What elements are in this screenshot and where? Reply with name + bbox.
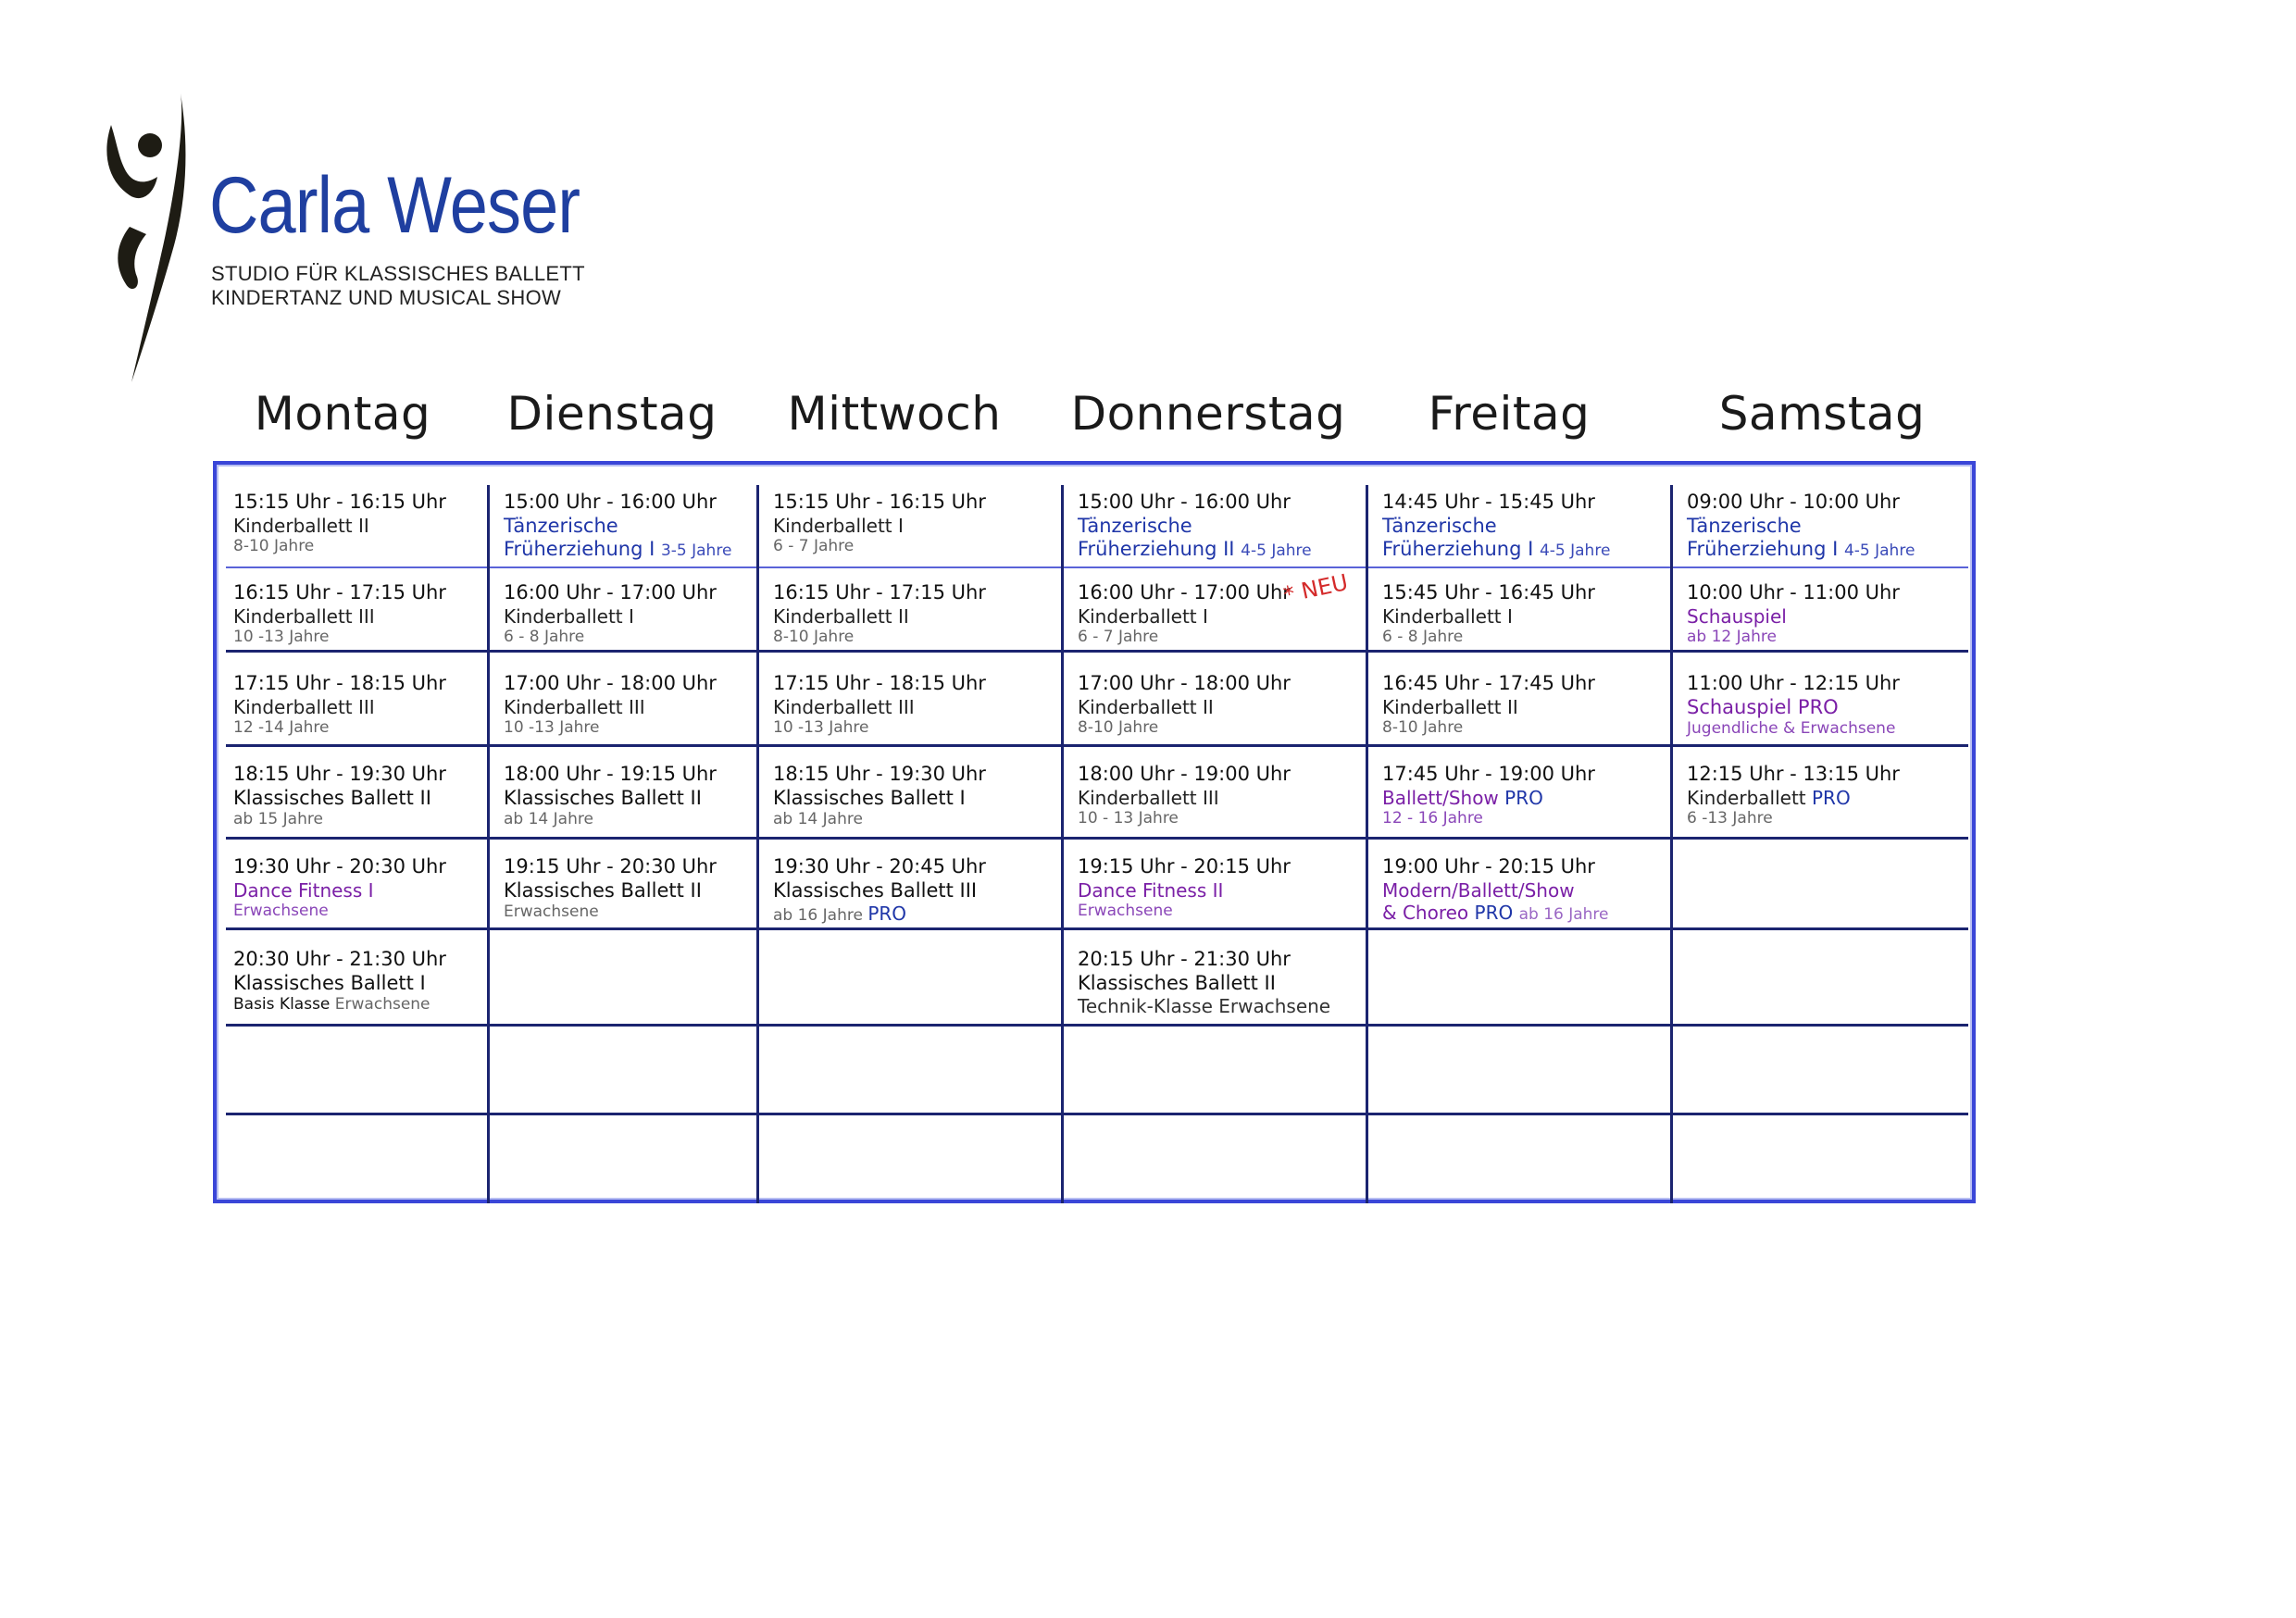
slot-time: 19:00 Uhr - 20:15 Uhr [1382, 855, 1595, 877]
slot-class: Tänzerische [1687, 514, 1802, 537]
class-slot [220, 481, 487, 556]
slot-class: Schauspiel PRO [1687, 695, 1839, 718]
pro-badge: PRO [1474, 902, 1514, 924]
slot-class-line2: & Choreo [1382, 902, 1469, 924]
slot-time: 16:00 Uhr - 17:00 Uhr [504, 581, 717, 604]
slot-class: Kinderballett III [1078, 786, 1219, 809]
slot-age: Erwachsene [334, 995, 430, 1014]
slot-age: ab 14 Jahre [773, 810, 863, 829]
class-slot [220, 846, 487, 921]
slot-time: 11:00 Uhr - 12:15 Uhr [1687, 672, 1900, 694]
class-slot [491, 846, 756, 922]
class-slot [760, 663, 1061, 738]
slot-age: ab 16 Jahre [1518, 905, 1609, 924]
slot-class: Klassisches Ballett II [233, 786, 431, 809]
slot-class: Kinderballett III [233, 604, 375, 628]
slot-time: 15:15 Uhr - 16:15 Uhr [233, 491, 446, 513]
class-slot [1065, 939, 1366, 1018]
slot-class: Tänzerische [504, 514, 618, 537]
class-slot [220, 572, 487, 647]
class-slot [491, 753, 756, 829]
day-header-montag: Montag [254, 387, 431, 441]
class-slot [1369, 846, 1670, 925]
class-slot [220, 663, 487, 738]
slot-class: Kinderballett [1687, 786, 1806, 809]
column-divider [756, 485, 759, 1203]
slot-age: 10 -13 Jahre [504, 718, 600, 737]
slot-class: Klassisches Ballett I [233, 971, 426, 994]
slot-time: 17:15 Uhr - 18:15 Uhr [773, 672, 986, 694]
class-slot [1065, 846, 1366, 921]
slot-time: 19:15 Uhr - 20:30 Uhr [504, 855, 717, 877]
slot-age: 8-10 Jahre [1078, 718, 1159, 737]
class-slot [220, 939, 487, 1014]
day-header-freitag: Freitag [1428, 387, 1591, 441]
slot-class-line2: Früherziehung I [1687, 538, 1839, 561]
slot-class: Dance Fitness II [1078, 878, 1224, 902]
brand-name: Carla Weser [209, 161, 580, 250]
slot-age: ab 12 Jahre [1687, 628, 1777, 646]
day-header-donnerstag: Donnerstag [1070, 387, 1346, 441]
brand-tagline-1: STUDIO FÜR KLASSISCHES BALLETT [211, 262, 585, 285]
slot-time: 16:00 Uhr - 17:00 Uhr [1078, 581, 1291, 604]
slot-time: 18:00 Uhr - 19:00 Uhr [1078, 763, 1291, 785]
pro-badge: PRO [1504, 786, 1543, 809]
slot-time: 20:15 Uhr - 21:30 Uhr [1078, 948, 1291, 970]
slot-age: 6 -13 Jahre [1687, 809, 1773, 828]
slot-time: 09:00 Uhr - 10:00 Uhr [1687, 491, 1900, 513]
brand-tagline-2: KINDERTANZ UND MUSICAL SHOW [211, 286, 562, 309]
new-badge: * NEU [1280, 568, 1351, 609]
slot-time: 19:15 Uhr - 20:15 Uhr [1078, 855, 1291, 877]
slot-class: Tänzerische [1382, 514, 1497, 537]
slot-time: 15:00 Uhr - 16:00 Uhr [504, 491, 717, 513]
pro-badge: PRO [867, 902, 907, 926]
slot-time: 17:15 Uhr - 18:15 Uhr [233, 672, 446, 694]
slot-class: Ballett/Show [1382, 786, 1499, 809]
slot-class: Kinderballett III [233, 695, 375, 718]
class-slot [1674, 753, 1976, 828]
slot-age: 12 - 16 Jahre [1382, 809, 1483, 828]
slot-class: Kinderballett III [504, 695, 645, 718]
class-slot [1065, 663, 1366, 738]
slot-time: 17:45 Uhr - 19:00 Uhr [1382, 763, 1595, 785]
slot-age: Erwachsene [504, 902, 599, 922]
slot-age: 6 - 8 Jahre [1382, 628, 1464, 646]
class-slot [760, 846, 1061, 926]
class-slot [760, 572, 1061, 647]
slot-class: Kinderballett I [773, 514, 904, 537]
slot-age: 10 - 13 Jahre [1078, 809, 1179, 828]
slot-class: Tänzerische [1078, 514, 1192, 537]
slot-age: 6 - 7 Jahre [773, 537, 855, 555]
slot-time: 18:15 Uhr - 19:30 Uhr [233, 763, 446, 785]
class-slot [491, 663, 756, 738]
slot-class: Dance Fitness I [233, 878, 374, 902]
class-slot [1065, 481, 1366, 562]
slot-time: 20:30 Uhr - 21:30 Uhr [233, 948, 446, 970]
dancer-logo-icon [93, 88, 213, 393]
column-divider [1061, 485, 1064, 1203]
slot-time: 15:45 Uhr - 16:45 Uhr [1382, 581, 1595, 604]
slot-age: ab 16 Jahre [773, 906, 863, 926]
column-divider [1366, 485, 1368, 1203]
slot-age: Erwachsene [1078, 902, 1173, 920]
slot-age: 8-10 Jahre [233, 537, 315, 555]
slot-age: 4-5 Jahre [1843, 541, 1915, 561]
slot-class: Kinderballett II [773, 604, 909, 628]
slot-age: 10 -13 Jahre [773, 718, 869, 737]
day-header-mittwoch: Mittwoch [787, 387, 1002, 441]
slot-class: Klassisches Ballett II [504, 878, 702, 902]
slot-class: Modern/Ballett/Show [1382, 878, 1575, 902]
slot-age: Technik-Klasse Erwachsene [1078, 995, 1331, 1018]
slot-class: Kinderballett II [1078, 695, 1214, 718]
slot-class: Kinderballett I [504, 604, 634, 628]
slot-class: Kinderballett II [233, 514, 369, 537]
slot-age: 3-5 Jahre [660, 541, 732, 561]
slot-class: Klassisches Ballett II [1078, 971, 1276, 994]
slot-age: 6 - 8 Jahre [504, 628, 585, 646]
slot-class: Klassisches Ballett II [504, 786, 702, 809]
slot-time: 12:15 Uhr - 13:15 Uhr [1687, 763, 1900, 785]
slot-class: Klassisches Ballett I [773, 786, 966, 809]
class-slot [1369, 663, 1670, 738]
slot-age: 4-5 Jahre [1241, 541, 1312, 561]
class-slot [1065, 753, 1366, 828]
slot-time: 16:15 Uhr - 17:15 Uhr [233, 581, 446, 604]
class-slot [491, 481, 756, 562]
slot-age: 4-5 Jahre [1539, 541, 1611, 561]
slot-class: Kinderballett III [773, 695, 915, 718]
class-slot [1369, 753, 1670, 828]
slot-age: 8-10 Jahre [1382, 718, 1464, 737]
slot-time: 18:00 Uhr - 19:15 Uhr [504, 763, 717, 785]
slot-time: 17:00 Uhr - 18:00 Uhr [504, 672, 717, 694]
slot-age: ab 15 Jahre [233, 810, 323, 829]
class-slot [491, 572, 756, 647]
slot-age: 6 - 7 Jahre [1078, 628, 1159, 646]
slot-time: 14:45 Uhr - 15:45 Uhr [1382, 491, 1595, 513]
class-slot [1674, 663, 1976, 739]
slot-time: 10:00 Uhr - 11:00 Uhr [1687, 581, 1900, 604]
slot-age: 12 -14 Jahre [233, 718, 330, 737]
slot-class: Kinderballett I [1382, 604, 1513, 628]
slot-age: Jugendliche & Erwachsene [1687, 719, 1896, 739]
slot-class: Kinderballett I [1078, 604, 1208, 628]
class-slot [1369, 572, 1670, 647]
slot-age: ab 14 Jahre [504, 810, 593, 829]
slot-class-line2: Früherziehung I [504, 538, 655, 561]
slot-class: Schauspiel [1687, 604, 1787, 628]
day-header-samstag: Samstag [1718, 387, 1926, 441]
slot-time: 19:30 Uhr - 20:30 Uhr [233, 855, 446, 877]
class-slot [760, 481, 1061, 556]
column-divider [487, 485, 490, 1203]
class-slot [760, 753, 1061, 829]
slot-class: Klassisches Ballett III [773, 878, 978, 902]
slot-time: 19:30 Uhr - 20:45 Uhr [773, 855, 986, 877]
slot-age: 8-10 Jahre [773, 628, 855, 646]
pro-badge: PRO [1811, 786, 1851, 809]
day-header-dienstag: Dienstag [506, 387, 718, 441]
slot-class-line2: Früherziehung II [1078, 538, 1235, 561]
slot-class: Kinderballett II [1382, 695, 1518, 718]
class-slot [1674, 481, 1976, 562]
studio-logo [93, 88, 585, 393]
class-slot [1674, 572, 1976, 647]
class-slot [220, 753, 487, 829]
slot-time: 17:00 Uhr - 18:00 Uhr [1078, 672, 1291, 694]
slot-time: 15:00 Uhr - 16:00 Uhr [1078, 491, 1291, 513]
slot-age: 10 -13 Jahre [233, 628, 330, 646]
slot-time: 18:15 Uhr - 19:30 Uhr [773, 763, 986, 785]
slot-age: Erwachsene [233, 902, 329, 920]
schedule-board [213, 461, 1976, 1203]
class-slot [1369, 481, 1670, 562]
slot-age-prefix: Basis Klasse [233, 995, 331, 1014]
slot-time: 16:15 Uhr - 17:15 Uhr [773, 581, 986, 604]
slot-time: 16:45 Uhr - 17:45 Uhr [1382, 672, 1595, 694]
slot-class-line2: Früherziehung I [1382, 538, 1534, 561]
column-divider [1670, 485, 1673, 1203]
slot-time: 15:15 Uhr - 16:15 Uhr [773, 491, 986, 513]
